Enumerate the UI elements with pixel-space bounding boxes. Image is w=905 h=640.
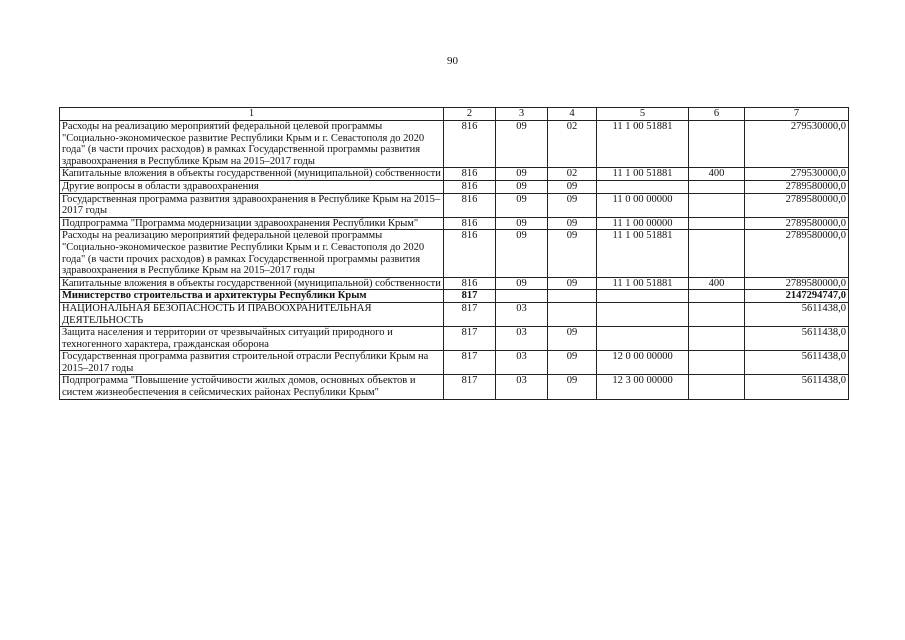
page-number: 90 <box>447 55 458 67</box>
ministry-code: 816 <box>444 121 496 168</box>
section-code: 09 <box>496 193 548 217</box>
section-code: 03 <box>496 375 548 399</box>
target-article-code <box>597 302 689 326</box>
table-row <box>60 180 849 193</box>
ministry-code: 816 <box>444 193 496 217</box>
table-row <box>60 277 849 290</box>
expense-type-code <box>689 230 745 277</box>
column-number: 7 <box>745 108 849 121</box>
expense-type-code <box>689 351 745 375</box>
section-code: 03 <box>496 302 548 326</box>
section-code: 09 <box>496 230 548 277</box>
ministry-code: 816 <box>444 168 496 181</box>
subsection-code: 09 <box>548 230 597 277</box>
amount: 2789580000,0 <box>745 277 849 290</box>
amount: 2789580000,0 <box>745 217 849 230</box>
ministry-code: 817 <box>444 327 496 351</box>
expense-type-code <box>689 290 745 303</box>
budget-table <box>59 107 849 400</box>
table-row <box>60 351 849 375</box>
ministry-code: 817 <box>444 302 496 326</box>
table-row <box>60 217 849 230</box>
item-name: Подпрограмма "Повышение устойчивости жилых домов, основных объектов и систем жизнеобеспечения в сейсмических районах Республики Крым" <box>60 375 444 399</box>
item-name: Защита населения и территории от чрезвычайных ситуаций природного и техногенного характера, гражданская оборона <box>60 327 444 351</box>
column-number: 3 <box>496 108 548 121</box>
section-code: 03 <box>496 327 548 351</box>
table-row <box>60 327 849 351</box>
table-row <box>60 193 849 217</box>
section-code: 09 <box>496 277 548 290</box>
table-row <box>60 121 849 168</box>
item-name: Государственная программа развития здравоохранения в Республике Крым на 2015–2017 годы <box>60 193 444 217</box>
subsection-code: 09 <box>548 180 597 193</box>
table-row <box>60 302 849 326</box>
amount: 5611438,0 <box>745 327 849 351</box>
amount: 279530000,0 <box>745 121 849 168</box>
item-name: Капитальные вложения в объекты государственной (муниципальной) собственности <box>60 277 444 290</box>
item-name: Министерство строительства и архитектуры Республики Крым <box>60 290 444 303</box>
section-code: 09 <box>496 217 548 230</box>
expense-type-code <box>689 327 745 351</box>
ministry-code: 816 <box>444 230 496 277</box>
column-number-row <box>60 108 849 121</box>
subsection-code <box>548 302 597 326</box>
subsection-code: 09 <box>548 277 597 290</box>
subsection-code: 02 <box>548 168 597 181</box>
item-name: Государственная программа развития строительной отрасли Республики Крым на 2015–2017 годы <box>60 351 444 375</box>
column-number: 1 <box>60 108 444 121</box>
target-article-code <box>597 327 689 351</box>
amount: 5611438,0 <box>745 375 849 399</box>
item-name: Расходы на реализацию мероприятий федеральной целевой программы "Социально-экономическое развитие Республики Крым и г. Севастополя до 2020 года" (в части прочих расходов) в рамках Государственной программы развития здравоохранения в Республике Крым на 2015–2017 годы <box>60 230 444 277</box>
subsection-code <box>548 290 597 303</box>
expense-type-code <box>689 193 745 217</box>
subsection-code: 09 <box>548 375 597 399</box>
item-name: НАЦИОНАЛЬНАЯ БЕЗОПАСНОСТЬ И ПРАВООХРАНИТЕЛЬНАЯ ДЕЯТЕЛЬНОСТЬ <box>60 302 444 326</box>
target-article-code: 12 3 00 00000 <box>597 375 689 399</box>
table-row <box>60 168 849 181</box>
target-article-code: 12 0 00 00000 <box>597 351 689 375</box>
item-name: Капитальные вложения в объекты государственной (муниципальной) собственности <box>60 168 444 181</box>
item-name: Другие вопросы в области здравоохранения <box>60 180 444 193</box>
target-article-code: 11 1 00 51881 <box>597 230 689 277</box>
target-article-code: 11 1 00 51881 <box>597 121 689 168</box>
item-name: Подпрограмма "Программа модернизации здравоохранения Республики Крым" <box>60 217 444 230</box>
subsection-code: 09 <box>548 351 597 375</box>
column-number: 4 <box>548 108 597 121</box>
expense-type-code: 400 <box>689 168 745 181</box>
table-row <box>60 375 849 399</box>
column-number: 2 <box>444 108 496 121</box>
column-number: 5 <box>597 108 689 121</box>
table-row <box>60 230 849 277</box>
ministry-code: 817 <box>444 290 496 303</box>
amount: 2789580000,0 <box>745 193 849 217</box>
amount: 5611438,0 <box>745 302 849 326</box>
ministry-code: 816 <box>444 217 496 230</box>
subsection-code: 02 <box>548 121 597 168</box>
subsection-code: 09 <box>548 193 597 217</box>
ministry-code: 816 <box>444 277 496 290</box>
ministry-code: 817 <box>444 351 496 375</box>
target-article-code <box>597 290 689 303</box>
expense-type-code <box>689 217 745 230</box>
expense-type-code <box>689 121 745 168</box>
item-name: Расходы на реализацию мероприятий федеральной целевой программы "Социально-экономическое развитие Республики Крым и г. Севастополя до 2020 года" (в части прочих расходов) в рамках Государственной программы развития здравоохранения в Республике Крым на 2015–2017 годы <box>60 121 444 168</box>
target-article-code: 11 0 00 00000 <box>597 193 689 217</box>
section-code: 03 <box>496 351 548 375</box>
amount: 279530000,0 <box>745 168 849 181</box>
amount: 2789580000,0 <box>745 180 849 193</box>
section-code: 09 <box>496 168 548 181</box>
amount: 2789580000,0 <box>745 230 849 277</box>
column-number: 6 <box>689 108 745 121</box>
ministry-code: 816 <box>444 180 496 193</box>
target-article-code: 11 1 00 51881 <box>597 168 689 181</box>
amount: 2147294747,0 <box>745 290 849 303</box>
target-article-code: 11 1 00 00000 <box>597 217 689 230</box>
expense-type-code <box>689 375 745 399</box>
expense-type-code: 400 <box>689 277 745 290</box>
expense-type-code <box>689 302 745 326</box>
expense-type-code <box>689 180 745 193</box>
section-code <box>496 290 548 303</box>
section-code: 09 <box>496 121 548 168</box>
subsection-code: 09 <box>548 327 597 351</box>
section-code: 09 <box>496 180 548 193</box>
ministry-code: 817 <box>444 375 496 399</box>
target-article-code <box>597 180 689 193</box>
amount: 5611438,0 <box>745 351 849 375</box>
subsection-code: 09 <box>548 217 597 230</box>
target-article-code: 11 1 00 51881 <box>597 277 689 290</box>
table-row <box>60 290 849 303</box>
